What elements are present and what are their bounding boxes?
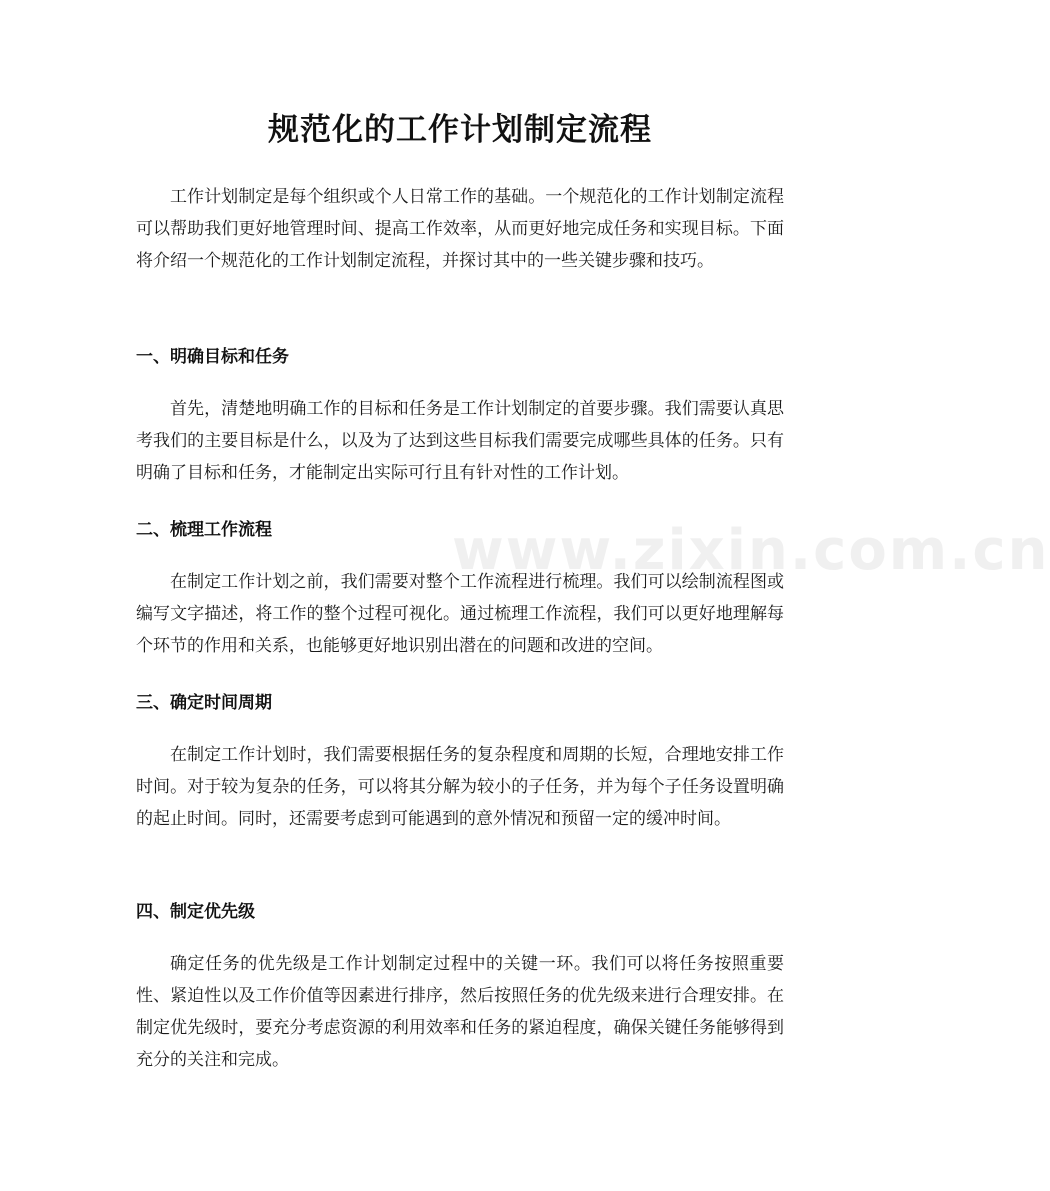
intro-paragraph: 工作计划制定是每个组织或个人日常工作的基础。一个规范化的工作计划制定流程可以帮助我们更好地管理时间、提高工作效率，从而更好地完成任务和实现目标。下面将介绍一个规范化的工作计划制定流程，并探讨其中的一些关键步骤和技巧。 <box>136 187 784 271</box>
section-heading-2: 二、梳理工作流程 <box>136 520 272 540</box>
section-body-4: 确定任务的优先级是工作计划制定过程中的关键一环。我们可以将任务按照重要性、紧迫性以及工作价值等因素进行排序，然后按照任务的优先级来进行合理安排。在制定优先级时，要充分考虑资源的利用效率和任务的紧迫程度，确保关键任务能够得到充分的关注和完成。 <box>136 954 784 1070</box>
section-heading-1: 一、明确目标和任务 <box>136 347 289 367</box>
document-title: 规范化的工作计划制定流程 <box>268 112 652 148</box>
section-heading-3: 三、确定时间周期 <box>136 693 272 713</box>
watermark: www.zixin.com.cn <box>452 518 1050 583</box>
section-body-1: 首先，清楚地明确工作的目标和任务是工作计划制定的首要步骤。我们需要认真思考我们的主要目标是什么，以及为了达到这些目标我们需要完成哪些具体的任务。只有明确了目标和任务，才能制定出实际可行且有针对性的工作计划。 <box>136 399 784 483</box>
section-body-2: 在制定工作计划之前，我们需要对整个工作流程进行梳理。我们可以绘制流程图或编写文字描述，将工作的整个过程可视化。通过梳理工作流程，我们可以更好地理解每个环节的作用和关系，也能够更好地识别出潜在的问题和改进的空间。 <box>136 572 784 656</box>
section-body-3: 在制定工作计划时，我们需要根据任务的复杂程度和周期的长短，合理地安排工作时间。对于较为复杂的任务，可以将其分解为较小的子任务，并为每个子任务设置明确的起止时间。同时，还需要考虑到可能遇到的意外情况和预留一定的缓冲时间。 <box>136 745 784 829</box>
section-heading-4: 四、制定优先级 <box>136 902 255 922</box>
